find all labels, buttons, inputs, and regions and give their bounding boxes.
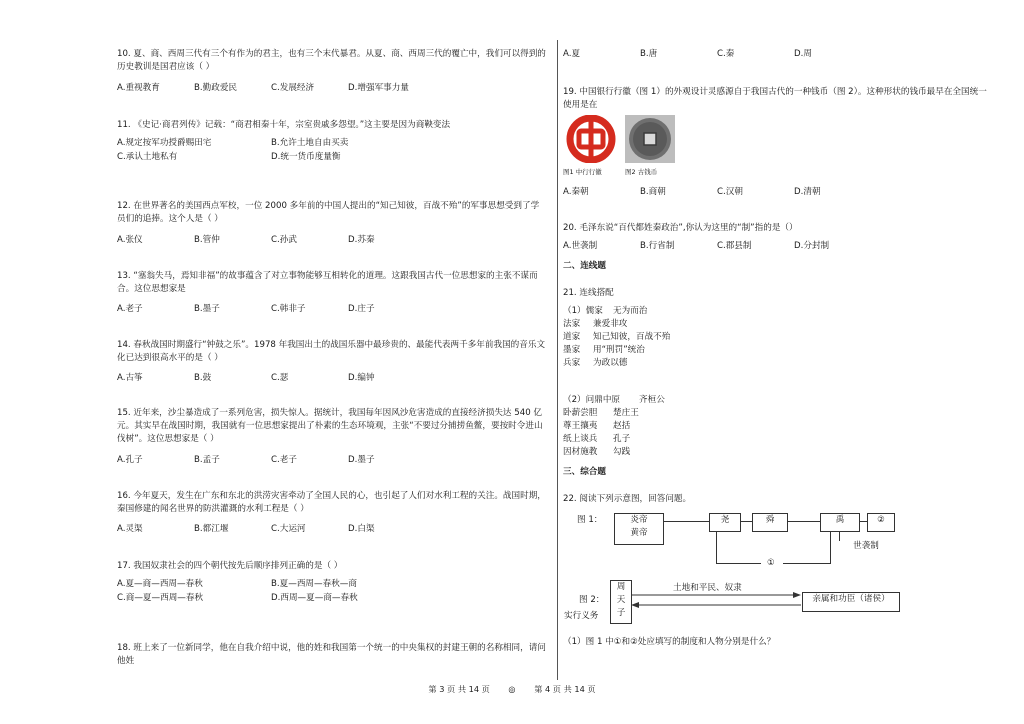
q21-g2-head-right: 齐桓公 [639,395,665,405]
line-yao-shun [740,521,752,522]
section-3-heading: 三、综合题 [563,467,606,477]
q14-option-d: D.编钟 [348,373,375,383]
bracket-bottom-left [716,563,761,564]
footer-page-right: 第 4 页 共 14 页 [534,684,596,694]
bracket-right [830,531,831,563]
q15-option-b: B.孟子 [194,455,220,465]
q14-option-a: A.古筝 [117,373,143,383]
q18-text: 18. 班上来了一位新同学，他在自我介绍中说，他的姓和我国第一个统一的中央集权的封建王朝的名称相同，请问他姓 [117,643,546,666]
q18-option-d: D.周 [794,49,812,59]
box-qinshu: 亲属和功臣（诸侯） [802,592,900,612]
q20-option-c: C.郡县制 [717,241,752,251]
q14-text: 14. 春秋战国时期盛行“钟鼓之乐”。1978 年我国出土的战国乐器中最珍贵的、最能代表两千多年前我国的音乐文化已达到很高水平的是（ ） [117,340,546,363]
q21-g1-r3-left: 道家 [563,332,581,342]
q16-text: 16. 今年夏天，发生在广东和东北的洪涝灾害牵动了全国人民的心，也引起了人们对水利工程的关注。战国时期，秦国修建的闻名世界的防洪灌溉的水利工程是（ ） [117,491,546,514]
q20-option-d: D.分封制 [794,241,830,251]
zhou-char-3: 子 [616,608,626,618]
q21-g1-r4-right: 用“刑罚”统治 [593,345,645,355]
q21-g2-r1-left: 卧薪尝胆 [563,408,598,418]
q21-g1-r1-right: 无为而治 [613,306,648,316]
q16-option-a: A.灵渠 [117,524,143,534]
line-shun-yu [787,521,820,522]
q21-g2-r4-left: 因材施教 [563,447,598,457]
bank-of-china-logo-icon [565,115,617,163]
q18-option-c: C.秦 [717,49,735,59]
q10-text: 10. 夏、商、西周三代有三个有作为的君主，也有三个末代暴君。从夏、商、西周三代的覆亡中，我们可以得到的历史教训是国君应该（ ） [117,49,546,72]
q15-option-c: C.老子 [271,455,297,465]
q21-g2-head-left: （2）问鼎中原 [563,395,621,405]
q12-option-d: D.苏秦 [348,235,375,245]
q14-option-b: B.鼓 [194,373,212,383]
q10-option-d: D.增强军事力量 [348,83,409,93]
q10-option-b: B.勤政爱民 [194,83,238,93]
column-divider [557,40,558,680]
q15-text: 15. 近年来，沙尘暴造成了一系列危害，损失惊人。据统计，我国每年因风沙危害造成的直接经济损失达 540 亿元。其实早在战国时期，我国就有一位思想家提出了朴素的生态环境观，主张“不要过分捕捞鱼鳖，要按时令进山伐树”。这位思想家是（ ） [117,408,543,444]
q16-option-c: C.大运河 [271,524,306,534]
q19-option-a: A.秦朝 [563,187,589,197]
box-2: ② [867,513,895,532]
q11-option-c: C.承认土地私有 [117,152,178,162]
q10-option-c: C.发展经济 [271,83,315,93]
bracket-left [716,531,717,563]
zhou-char-1: 周 [616,582,626,592]
q11-option-b: B.允许土地自由买卖 [271,138,349,148]
q14-option-c: C.瑟 [271,373,289,383]
q13-text: 13. “塞翁失马，焉知非福”的故事蕴含了对立事物能够互相转化的道理。这跟我国古代一位思想家的主张不谋而合。这位思想家是 [117,271,538,294]
q21-g1-r4-left: 墨家 [563,345,581,355]
q21-g2-r4-right: 勾践 [613,447,631,457]
q12-option-a: A.张仪 [117,235,143,245]
box-zhou-tianzi [610,580,632,624]
q10-option-a: A.重视教育 [117,83,160,93]
arrow-top-label: 土地和平民、奴隶 [673,583,742,593]
page-footer [0,684,1024,695]
q15-option-a: A.孔子 [117,455,143,465]
q18-option-b: B.唐 [640,49,658,59]
q17-text: 17. 我国奴隶社会的四个朝代按先后顺序排列正确的是（ ） [117,561,343,571]
q19-fig1-caption: 图1 中行行徽 [563,168,602,176]
box-huangdi-text: 黄帝 [630,528,648,538]
bracket-bottom-right [783,563,831,564]
q16-option-b: B.都江堰 [194,524,229,534]
line-yu-2 [859,521,867,522]
q21-g2-r3-right: 孔子 [613,434,631,444]
q17-option-d: D.西周—夏—商—春秋 [271,593,358,603]
box-yandi-text: 炎帝 [630,515,648,525]
q15-option-d: D.墨子 [348,455,375,465]
q11-option-d: D.统一货币度量衡 [271,152,341,162]
q11-option-a: A.规定按军功授爵赐田宅 [117,138,212,148]
q21-g1-r5-right: 为政以德 [593,358,628,368]
footer-mid: ◎ [508,684,516,694]
q21-g1-r2-right: 兼爱非攻 [593,319,628,329]
q22-fig2-label: 图 2： [579,595,605,605]
q20-option-b: B.行省制 [640,241,675,251]
box-yu: 禹 [820,513,860,532]
q21-g2-r1-right: 楚庄王 [613,408,639,418]
q19-option-d: D.清朝 [794,187,821,197]
box-yandi-huangdi [614,513,664,545]
q20-text: 20. 毛泽东说“百代都姓秦政治”,你认为这里的“制”指的是（） [563,223,798,233]
q13-option-b: B.墨子 [194,304,220,314]
q21-g1-r1-left: （1）儒家 [563,306,603,316]
q19-fig2-caption: 图2 古钱币 [625,168,658,176]
q16-option-d: D.白渠 [348,524,375,534]
q13-option-c: C.韩非子 [271,304,306,314]
line-yu-shixi [839,531,840,541]
arrows-icon [631,592,801,610]
shixi-label: 世袭制 [841,540,891,557]
q17-option-c: C.商—夏—西周—春秋 [117,593,204,603]
q22-title: 22. 阅读下列示意图，回答问题。 [563,494,692,504]
q21-g1-r3-right: 知己知彼，百战不殆 [593,332,671,342]
q12-option-c: C.孙武 [271,235,297,245]
q17-option-a: A.夏—商—西周—春秋 [117,579,203,589]
q13-option-a: A.老子 [117,304,143,314]
q12-text: 12. 在世界著名的美国西点军校，一位 2000 多年前的中国人提出的“知己知彼，百战不殆”的军事思想受到了学员们的追捧。这个人是（ ） [117,201,540,224]
q20-option-a: A.世袭制 [563,241,598,251]
box-shun: 舜 [752,513,788,532]
footer-page-left: 第 3 页 共 14 页 [428,684,490,694]
q17-option-b: B.夏—西周—春秋—商 [271,579,357,589]
q21-g2-r3-left: 纸上谈兵 [563,434,598,444]
q22-sub1: （1）图 1 中①和②处应填写的制度和人物分别是什么？ [563,637,776,647]
q21-g1-r2-left: 法家 [563,319,581,329]
q13-option-d: D.庄子 [348,304,375,314]
q19-option-b: B.商朝 [640,187,666,197]
q21-g2-r2-right: 赵括 [613,421,631,431]
q22-fig1-label: 图 1： [577,515,603,525]
section-2-heading: 二、连线题 [563,261,606,271]
q21-title: 21. 连线搭配 [563,288,614,298]
q21-g2-r2-left: 尊王攘夷 [563,421,598,431]
q19-text: 19. 中国银行行徽（图 1）的外观设计灵感源自于我国古代的一种钱币（图 2）。这种形状的钱币最早在全国统一使用是在 [563,87,987,110]
q11-text: 11. 《史记·商君列传》记载：“商君相秦十年，宗室贵戚多怨望。”这主要是因为商鞅变法 [117,120,451,130]
q18-option-a: A.夏 [563,49,581,59]
ancient-coin-icon [625,115,675,163]
circle-1: ① [767,558,775,568]
obligation-label: 实行义务 [564,611,599,621]
zhou-char-2: 天 [616,595,626,605]
q12-option-b: B.管仲 [194,235,220,245]
q19-option-c: C.汉朝 [717,187,743,197]
box-yao: 尧 [709,513,741,532]
q21-g1-r5-left: 兵家 [563,358,581,368]
line-yandi-yao [663,521,709,522]
